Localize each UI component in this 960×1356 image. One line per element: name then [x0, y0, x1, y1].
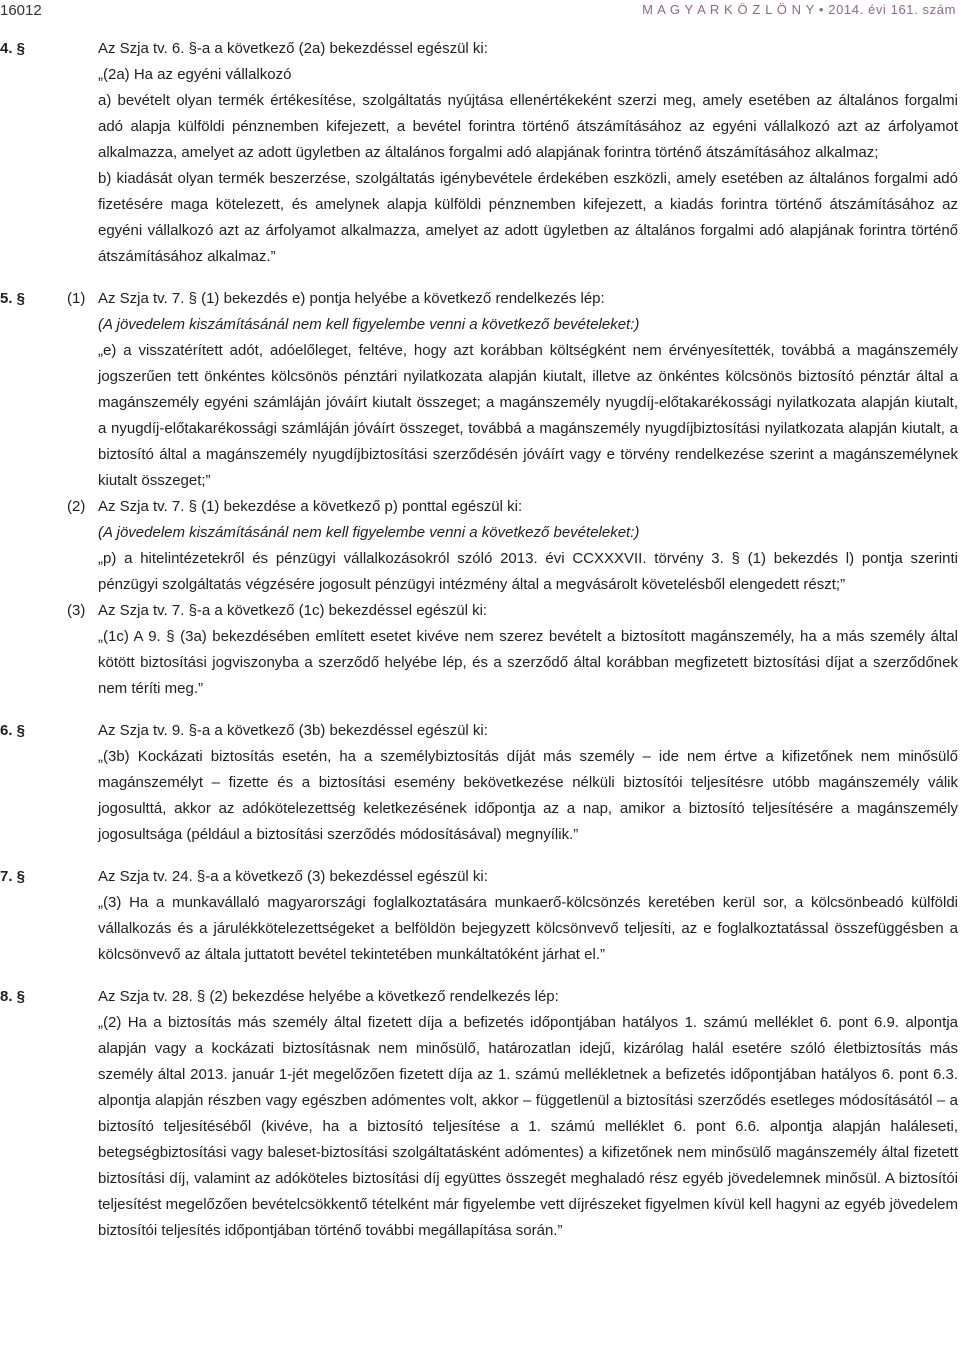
section-8: [0, 984, 958, 1244]
paragraph: b) kiadását olyan termék beszerzése, szolgáltatás igénybevétele érdekében eszközli, amely esetében az általános forgalmi adó fizetésére maga kötelezett, és amelynek alapja külföldi pénznemben kifejezett, a kiadás forintra történő átszámításához az egyéni vállalkozó azt az árfolyamot alkalmazza, amelyet az adott ügyletben az általános forgalmi adó alapjának forintra történő átszámításához alkalmaz.”: [98, 170, 958, 265]
subsection-number: (2): [67, 498, 86, 515]
section-6: [0, 718, 958, 848]
journal-title: M A G Y A R K Ö Z L Ö N Y • 2014. évi 161. szám: [642, 2, 956, 17]
section-7: [0, 864, 958, 968]
paragraph: „e) a visszatérített adót, adóelőleget, feltéve, hogy azt korábban költségként nem érvényesítették, továbbá a magánszemély jogszerűen tett önkéntes kölcsönös pénztári nyilatkozata alapján kiutalt, illetve az önkéntes kölcsönös biztosító pénztár által a magánszemély egyéni számláján jóváírt kiutalt összeget; a magánszemély nyugdíj-előtakarékossági nyilatkozata alapján kiutalt, a nyugdíj-előtakarékossági számláján jóváírt összeget, továbbá a magánszemély nyugdíjbiztosítási nyilatkozata alapján kiutalt, a biztosító által a magánszemély nyugdíjbiztosítási szerződésén jóváírt vagy e törvény rendelkezése szerint a magánszemélynek kiutalt összeget;”: [98, 342, 958, 489]
page-header: [0, 2, 960, 24]
page-number: 16012: [0, 2, 42, 19]
section-4: [0, 36, 958, 270]
paragraph: „(2) Ha a biztosítás más személy által fizetett díja a befizetés időpontjában hatályos 1. számú melléklet 6. pont 6.9. alpontja alapján vagy a kockázati biztosításnak nem minősülő, határozatlan idejű, kizárólag halál esetére szóló életbiztosítás más személy által 2013. január 1-jét megelőzően fizetett díja az 1. számú mellékletnek a befizetés időpontjában hatályos 6. pont 6.3. alpontja alapján részben vagy egészben adómentes volt, akkor – függetlenül a biztosítási szerződés esetleges módosításától – a biztosító teljesítéséből (kivéve, ha a biztosító teljesítése a 1. számú melléklet 6. pont 6.6. alpontja alapján haláleseti, betegségbiztosítási vagy baleset-biztosítási szolgáltatásként adómentes) a kifizetőnek nem minősülő magánszemély által fizetett biztosítási díj, valamint az adóköteles biztosítási díj együttes összegét meghaladó rész egyéb jövedelemnek minősül. A biztosítói teljesítést megelőzően bevételcsökkentő tételként már figyelembe vett díjrészeket figyelmen kívül kell hagyni az egyéb jövedelem biztosítói teljesítés időpontjában történő további megállapítása során.”: [98, 1014, 958, 1239]
subsection-lead: Az Szja tv. 7. § (1) bekezdése a következő p) ponttal egészül ki:: [98, 498, 523, 515]
subsection-3: [0, 598, 958, 702]
section-lead: Az Szja tv. 6. §-a a következő (2a) bekezdéssel egészül ki:: [98, 40, 488, 57]
section-number: 6. §: [0, 722, 26, 739]
subsection-lead: Az Szja tv. 7. § (1) bekezdés e) pontja helyébe a következő rendelkezés lép:: [98, 290, 605, 307]
section-number: 7. §: [0, 868, 26, 885]
paragraph: a) bevételt olyan termék értékesítése, szolgáltatás nyújtása ellenértékeként szerzi meg, amely esetében az általános forgalmi adó alapja külföldi pénznemben kifejezett, a bevétel forintra történő átszámításához az egyéni vállalkozó azt az árfolyamot alkalmazza, amelyet az adott ügyletben az általános forgalmi adó alapjának forintra történő átszámításához alkalmaz;: [98, 92, 958, 161]
paragraph: „p) a hitelintézetekről és pénzügyi vállalkozásokról szóló 2013. évi CCXXXVII. törvény 3. § (1) bekezdés l) pontja szerinti pénzügyi szolgáltatás végzésére jogosult pénzügyi intézmény által a megvásárolt követelésből elengedett részt;”: [98, 550, 958, 593]
subsection-1: [0, 286, 958, 494]
subsection-2: [0, 494, 958, 598]
paragraph: „(2a) Ha az egyéni vállalkozó: [98, 66, 292, 83]
subsection-number: (3): [67, 602, 86, 619]
italic-context: (A jövedelem kiszámításánál nem kell figyelembe venni a következő bevételeket:): [98, 316, 640, 333]
paragraph: „(3b) Kockázati biztosítás esetén, ha a személybiztosítás díját más személy – ide nem értve a kifizetőnek nem minősülő magánszemélyt – fizette és a biztosítási esemény bekövetkezése nélküli biztosítói teljesítésre utóbb magánszemély válik jogosulttá, akkor az adókötelezettség keletkezésének időpontja az a nap, amikor a biztosító teljesítésére a magánszemély jogosultsága (például a biztosítási szerződés módosításával) megnyílik.”: [98, 748, 958, 843]
section-lead: Az Szja tv. 28. § (2) bekezdése helyébe a következő rendelkezés lép:: [98, 988, 559, 1005]
section-lead: Az Szja tv. 9. §-a a következő (3b) bekezdéssel egészül ki:: [98, 722, 488, 739]
section-number: 5. §: [0, 290, 26, 307]
document-body: [0, 36, 958, 1244]
subsection-lead: Az Szja tv. 7. §-a a következő (1c) bekezdéssel egészül ki:: [98, 602, 488, 619]
section-5: [0, 286, 958, 702]
paragraph: „(1c) A 9. § (3a) bekezdésében említett esetet kivéve nem szerez bevételt a biztosított magánszemély, ha a más személy által kötött biztosítási jogviszonyba a szerződő helyébe lép, és a szerződő által korábban megfizetett biztosítási díjat a szerződőnek nem téríti meg.”: [98, 628, 958, 697]
section-number: 8. §: [0, 988, 26, 1005]
subsection-number: (1): [67, 290, 86, 307]
section-number: 4. §: [0, 40, 26, 57]
paragraph: „(3) Ha a munkavállaló magyarországi foglalkoztatására munkaerő-kölcsönzés keretében kerül sor, a kölcsönbeadó külföldi vállalkozás és a járulékkötelezettségeket a belföldön bejegyzett kölcsönvevő teljesíti, az e foglalkoztatással összefüggésben a kölcsönvevő az általa juttatott bevétel tekintetében munkáltatóként járhat el.”: [98, 894, 958, 963]
italic-context: (A jövedelem kiszámításánál nem kell figyelembe venni a következő bevételeket:): [98, 524, 640, 541]
section-lead: Az Szja tv. 24. §-a a következő (3) bekezdéssel egészül ki:: [98, 868, 488, 885]
